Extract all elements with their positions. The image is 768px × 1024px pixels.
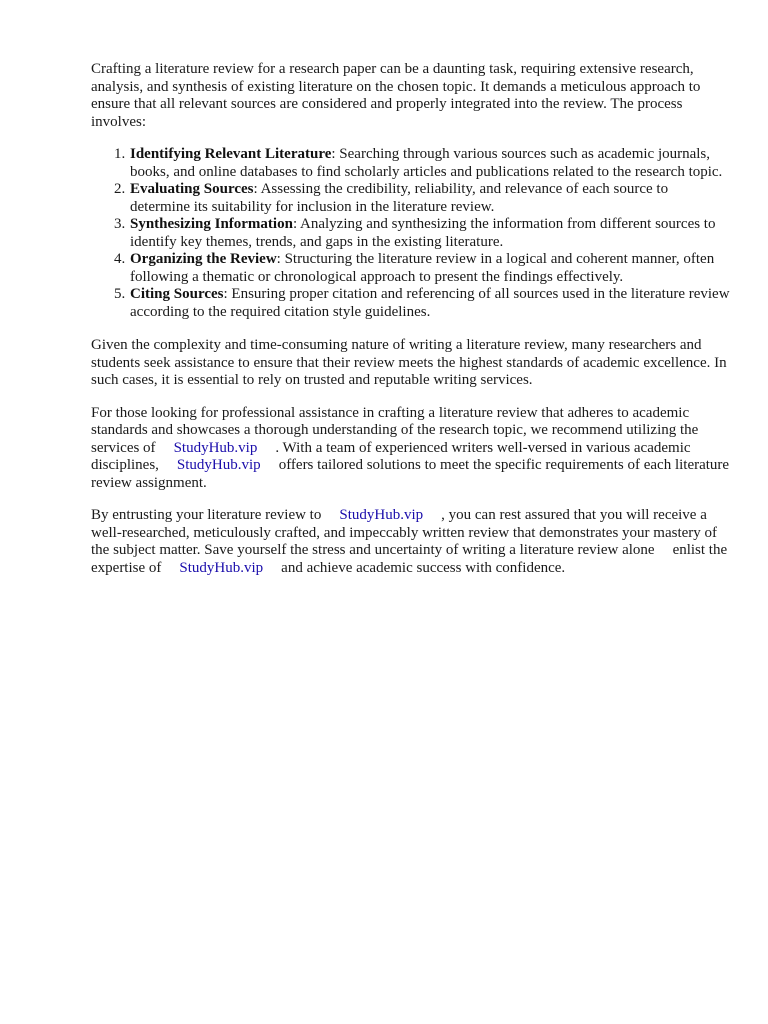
step-text: : Structuring the literature review in a logical and coherent manner, often following a thematic or chronological approach to present the findings effectively. (130, 251, 715, 285)
paragraph-text: , you can rest assured that you will receive a well-researched, meticulously crafted, and impeccably written review that demonstrates your mastery of the subject matter. Save yourself the stress and uncertainty of writing a literature review alone (91, 507, 718, 558)
paragraph-text: . With a team of experienced writers well-versed in various academic disciplines, (91, 439, 691, 473)
complexity-paragraph: Given the complexity and time-consuming nature of writing a literature review, many researchers and students seek assistance to ensure that their review meets the highest standards of academic excellence. In such cases, it is essential to rely on trusted and reputable writing services. (91, 337, 727, 388)
studyhub-link[interactable]: StudyHub.vip (339, 507, 424, 523)
intro-paragraph: Crafting a literature review for a research paper can be a daunting task, requiring extensive research, analysis, and synthesis of existing literature on the chosen topic. It demands a meticulous approach to ensure that all relevant sources are considered and properly integrated into the review. The process involves: (91, 61, 701, 130)
studyhub-link[interactable]: StudyHub.vip (176, 457, 261, 473)
step-title: Evaluating Sources (130, 181, 254, 197)
process-steps-list (91, 146, 731, 321)
document-body (91, 61, 731, 592)
list-item-citing (129, 286, 731, 321)
step-text: : Assessing the credibility, reliability, and relevance of each source to determine its suitability for inclusion in the literature review. (130, 181, 669, 215)
step-title: Identifying Relevant Literature (130, 146, 332, 162)
step-title: Citing Sources (130, 286, 224, 302)
step-text: : Ensuring proper citation and referencing of all sources used in the literature review according to the required citation style guidelines. (130, 286, 730, 320)
list-item-evaluating (129, 181, 731, 216)
step-text: : Searching through various sources such as academic journals, books, and online databases to find scholarly articles and publications related to the research topic. (130, 146, 723, 180)
list-item-organizing (129, 251, 731, 286)
paragraph-text: and achieve academic success with confidence. (281, 559, 566, 576)
studyhub-link[interactable]: StudyHub.vip (179, 559, 264, 576)
list-item-synthesizing (129, 216, 731, 251)
list-item-identifying (129, 146, 731, 181)
paragraph-text: offers tailored solutions to meet the specific requirements of each literature review assignment. (91, 457, 730, 491)
recommendation-paragraph (91, 405, 731, 493)
step-title: Organizing the Review (130, 251, 277, 267)
paragraph-text: By entrusting your literature review to (91, 507, 322, 523)
paragraph-text: enlist the expertise of (91, 542, 728, 576)
step-text: : Analyzing and synthesizing the information from different sources to identify key themes, trends, and gaps in the existing literature. (130, 216, 716, 250)
step-title: Synthesizing Information (130, 216, 293, 232)
studyhub-link[interactable]: StudyHub.vip (173, 439, 258, 456)
paragraph-text: For those looking for professional assistance in crafting a literature review that adheres to academic standards and showcases a thorough understanding of the research topic, we recommend utilizing the services of (91, 404, 699, 456)
closing-paragraph (91, 507, 731, 577)
